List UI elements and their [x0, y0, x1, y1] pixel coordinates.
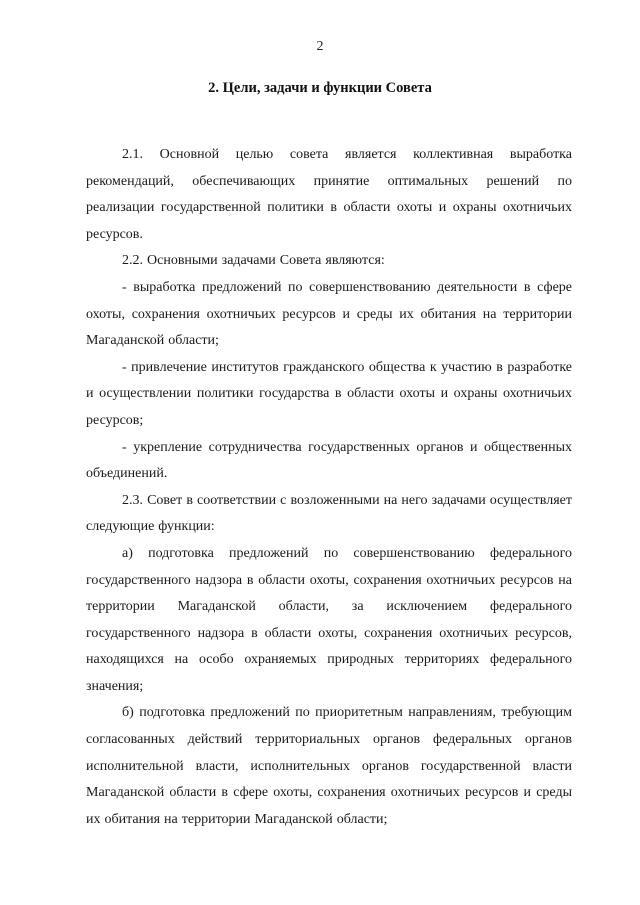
paragraph-2-1: 2.1. Основной целью совета является коллективная выработка рекомендаций, обеспечивающих принятие оптимальных решений по реализации государственной политики в области охоты и охраны охотничьих ресурсов.: [86, 147, 572, 242]
paragraph-2-2: 2.2. Основными задачами Совета являются:: [122, 253, 385, 269]
paragraph-2-3: 2.3. Совет в соответствии с возложенными на него задачами осуществляет следующие функции:: [86, 492, 572, 535]
section-title: 2. Цели, задачи и функции Совета: [208, 80, 432, 96]
function-item-a: а) подготовка предложений по совершенствованию федерального государственного надзора в области охоты, сохранения охотничьих ресурсов на территории Магаданской области, за исключением федерального государственного надзора в области охоты, сохранения охотничьих ресурсов, находящихся на особо охраняемых природных территориях федерального значения;: [86, 545, 572, 694]
page-number: 2: [316, 39, 324, 54]
task-item-2: - привлечение институтов гражданского общества к участию в разработке и осуществлении политики государства в области охоты и охраны охотничьих ресурсов;: [86, 359, 572, 428]
task-item-3: - укрепление сотрудничества государственных органов и общественных объединений.: [86, 439, 572, 482]
function-item-b: б) подготовка предложений по приоритетным направлениям, требующим согласованных действий территориальных органов федеральных органов исполнительной власти, исполнительных органов государственной власти Магаданской области в сфере охоты, сохранения охотничьих ресурсов и среды их обитания на территории Магаданской области;: [86, 705, 572, 827]
document-body: [86, 142, 572, 833]
task-item-1: - выработка предложений по совершенствованию деятельности в сфере охоты, сохранения охотничьих ресурсов и среды их обитания на территории Магаданской области;: [86, 279, 572, 349]
